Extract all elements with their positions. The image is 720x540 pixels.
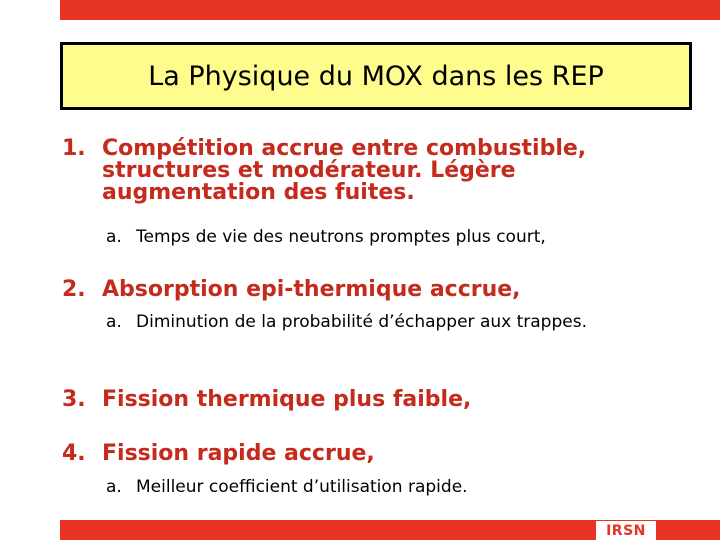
list-item-number: 3. [62,387,86,412]
list-item-1 [62,138,662,204]
list-item-number: 1. [62,136,86,161]
logo-text: IRSN [606,522,646,539]
sub-item-text: Meilleur coefficient d’utilisation rapide. [136,477,468,497]
list-item-3 [62,389,662,411]
list-item-2 [62,279,662,301]
sub-item-letter: a. [106,477,122,497]
list-item-number: 2. [62,277,86,302]
sub-item-4a [106,477,686,497]
top-red-bar [60,0,720,20]
sub-item-1a [106,227,686,247]
list-item-4 [62,443,662,465]
list-item-text: Fission rapide accrue, [102,441,375,466]
slide-title: La Physique du MOX dans les REP [148,60,604,92]
list-item-text: Compétition accrue entre combustible, structures et modérateur. Légère augmentation des fuites. [102,136,587,205]
irsn-logo [596,521,656,540]
list-item-text: Absorption epi-thermique accrue, [102,277,521,302]
sub-item-letter: a. [106,227,122,247]
sub-item-letter: a. [106,312,122,332]
sub-item-text: Temps de vie des neutrons promptes plus court, [136,227,546,247]
sub-item-2a [106,312,626,332]
list-item-number: 4. [62,441,86,466]
sub-item-text: Diminution de la probabilité d’échapper aux trappes. [136,312,587,332]
title-box [60,42,692,110]
list-item-text: Fission thermique plus faible, [102,387,472,412]
